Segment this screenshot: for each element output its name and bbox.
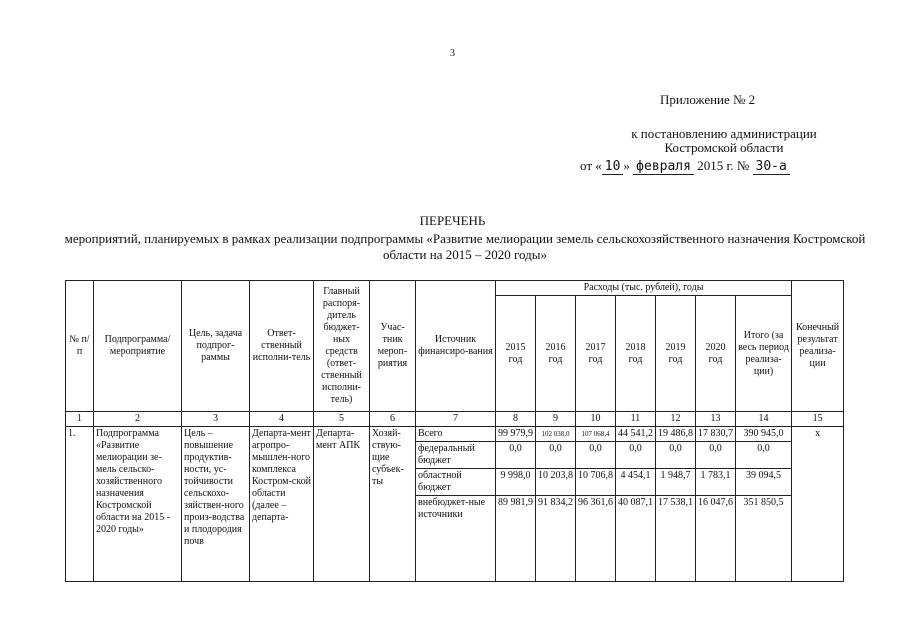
value-cell: 10 706,8 (576, 469, 616, 496)
header-subprogram: Подпрограмма/ мероприятие (94, 281, 182, 412)
header-2016: 2016 год (536, 296, 576, 412)
value-cell: 1 948,7 (656, 469, 696, 496)
value-cell: 17 830,7 (696, 427, 736, 442)
total-cell: 39 094,5 (736, 469, 792, 496)
source-name: внебюджет-ные источники (416, 496, 496, 582)
page-number: 3 (450, 48, 455, 59)
value-cell: 102 038,0 (536, 427, 576, 442)
value-cell: 107 068,4 (576, 427, 616, 442)
source-name: Всего (416, 427, 496, 442)
column-number: 1 (66, 412, 94, 427)
column-number: 3 (182, 412, 250, 427)
row-number: 1. (66, 427, 94, 582)
date-suffix: 2015 г. № (693, 158, 753, 173)
header-2020: 2020 год (696, 296, 736, 412)
header-expenses: Расходы (тыс. рублей), годы (496, 281, 792, 296)
value-cell: 16 047,6 (696, 496, 736, 582)
value-cell: 44 541,2 (616, 427, 656, 442)
date-mid: » (623, 158, 634, 173)
value-cell: 17 538,1 (656, 496, 696, 582)
table-row (66, 427, 844, 442)
appendix-resolution-line: к постановлению администрации (631, 126, 817, 141)
header-num: № п/п (66, 281, 94, 412)
date-month: февраля (633, 159, 694, 175)
column-number: 5 (314, 412, 370, 427)
header-total: Итого (за весь период реализа-ции) (736, 296, 792, 412)
measures-table (65, 280, 844, 582)
subprogram-goal: Цель – повышение продуктив-ности, ус-тойчивости сельскохо-зяйствен-ного произ-водства и плодородия почв (182, 427, 250, 582)
date-day: 10 (602, 159, 624, 175)
value-cell: 0,0 (536, 442, 576, 469)
column-number: 2 (94, 412, 182, 427)
header-2019: 2019 год (656, 296, 696, 412)
value-cell: 0,0 (576, 442, 616, 469)
header-manager: Главный распоря-дитель бюджет-ных средств (ответ-ственный исполни-тель) (314, 281, 370, 412)
total-cell: 351 850,5 (736, 496, 792, 582)
column-number: 7 (416, 412, 496, 427)
total-cell: 0,0 (736, 442, 792, 469)
value-cell: 1 783,1 (696, 469, 736, 496)
header-participant: Учас-тник мероп-риятия (370, 281, 416, 412)
header-executor: Ответ-ственный исполни-тель (250, 281, 314, 412)
column-number: 13 (696, 412, 736, 427)
final-result: x (792, 427, 844, 582)
header-2017: 2017 год (576, 296, 616, 412)
value-cell: 4 454,1 (616, 469, 656, 496)
column-number: 9 (536, 412, 576, 427)
column-number: 6 (370, 412, 416, 427)
value-cell: 9 998,0 (496, 469, 536, 496)
appendix-region-line: Костромской области (664, 140, 784, 155)
value-cell: 89 981,9 (496, 496, 536, 582)
resolution-number: 30-а (753, 159, 790, 175)
header-2015: 2015 год (496, 296, 536, 412)
value-cell: 0,0 (696, 442, 736, 469)
budget-manager: Департа-мент АПК (314, 427, 370, 582)
value-cell: 0,0 (616, 442, 656, 469)
header-result: Конечный результат реализа-ции (792, 281, 844, 412)
column-number-row (66, 412, 844, 427)
value-cell: 40 087,1 (616, 496, 656, 582)
total-cell: 390 945,0 (736, 427, 792, 442)
value-cell: 19 486,8 (656, 427, 696, 442)
column-number: 14 (736, 412, 792, 427)
appendix-title: Приложение № 2 (660, 92, 756, 107)
header-source: Источник финансиро-вания (416, 281, 496, 412)
value-cell: 96 361,6 (576, 496, 616, 582)
source-name: федеральный бюджет (416, 442, 496, 469)
appendix-date-line (580, 158, 870, 174)
column-number: 4 (250, 412, 314, 427)
responsible-executor: Департа-мент агропро-мышлен-ного комплекса Костром-ской области (далее – департа- (250, 427, 314, 582)
column-number: 12 (656, 412, 696, 427)
date-prefix: от « (580, 158, 602, 173)
header-goal: Цель, задача подпрог-раммы (182, 281, 250, 412)
value-cell: 0,0 (496, 442, 536, 469)
document-subtitle: мероприятий, планируемых в рамках реализации подпрограммы «Развитие мелиорации земель сельскохозяйственного назначения Костромской области на 2015 – 2020 годы» (64, 231, 866, 262)
document-title: ПЕРЕЧЕНЬ (419, 213, 486, 228)
participant: Хозяй-ствую-щие субъек-ты (370, 427, 416, 582)
column-number: 8 (496, 412, 536, 427)
column-number: 10 (576, 412, 616, 427)
value-cell: 10 203,8 (536, 469, 576, 496)
source-name: областной бюджет (416, 469, 496, 496)
value-cell: 99 979,9 (496, 427, 536, 442)
value-cell: 0,0 (656, 442, 696, 469)
value-cell: 91 834,2 (536, 496, 576, 582)
column-number: 11 (616, 412, 656, 427)
header-2018: 2018 год (616, 296, 656, 412)
column-number: 15 (792, 412, 844, 427)
subprogram-name: Подпрограмма «Развитие мелиорации зе-мель сельско-хозяйственного назначения Костромской области на 2015 - 2020 годы» (94, 427, 182, 582)
